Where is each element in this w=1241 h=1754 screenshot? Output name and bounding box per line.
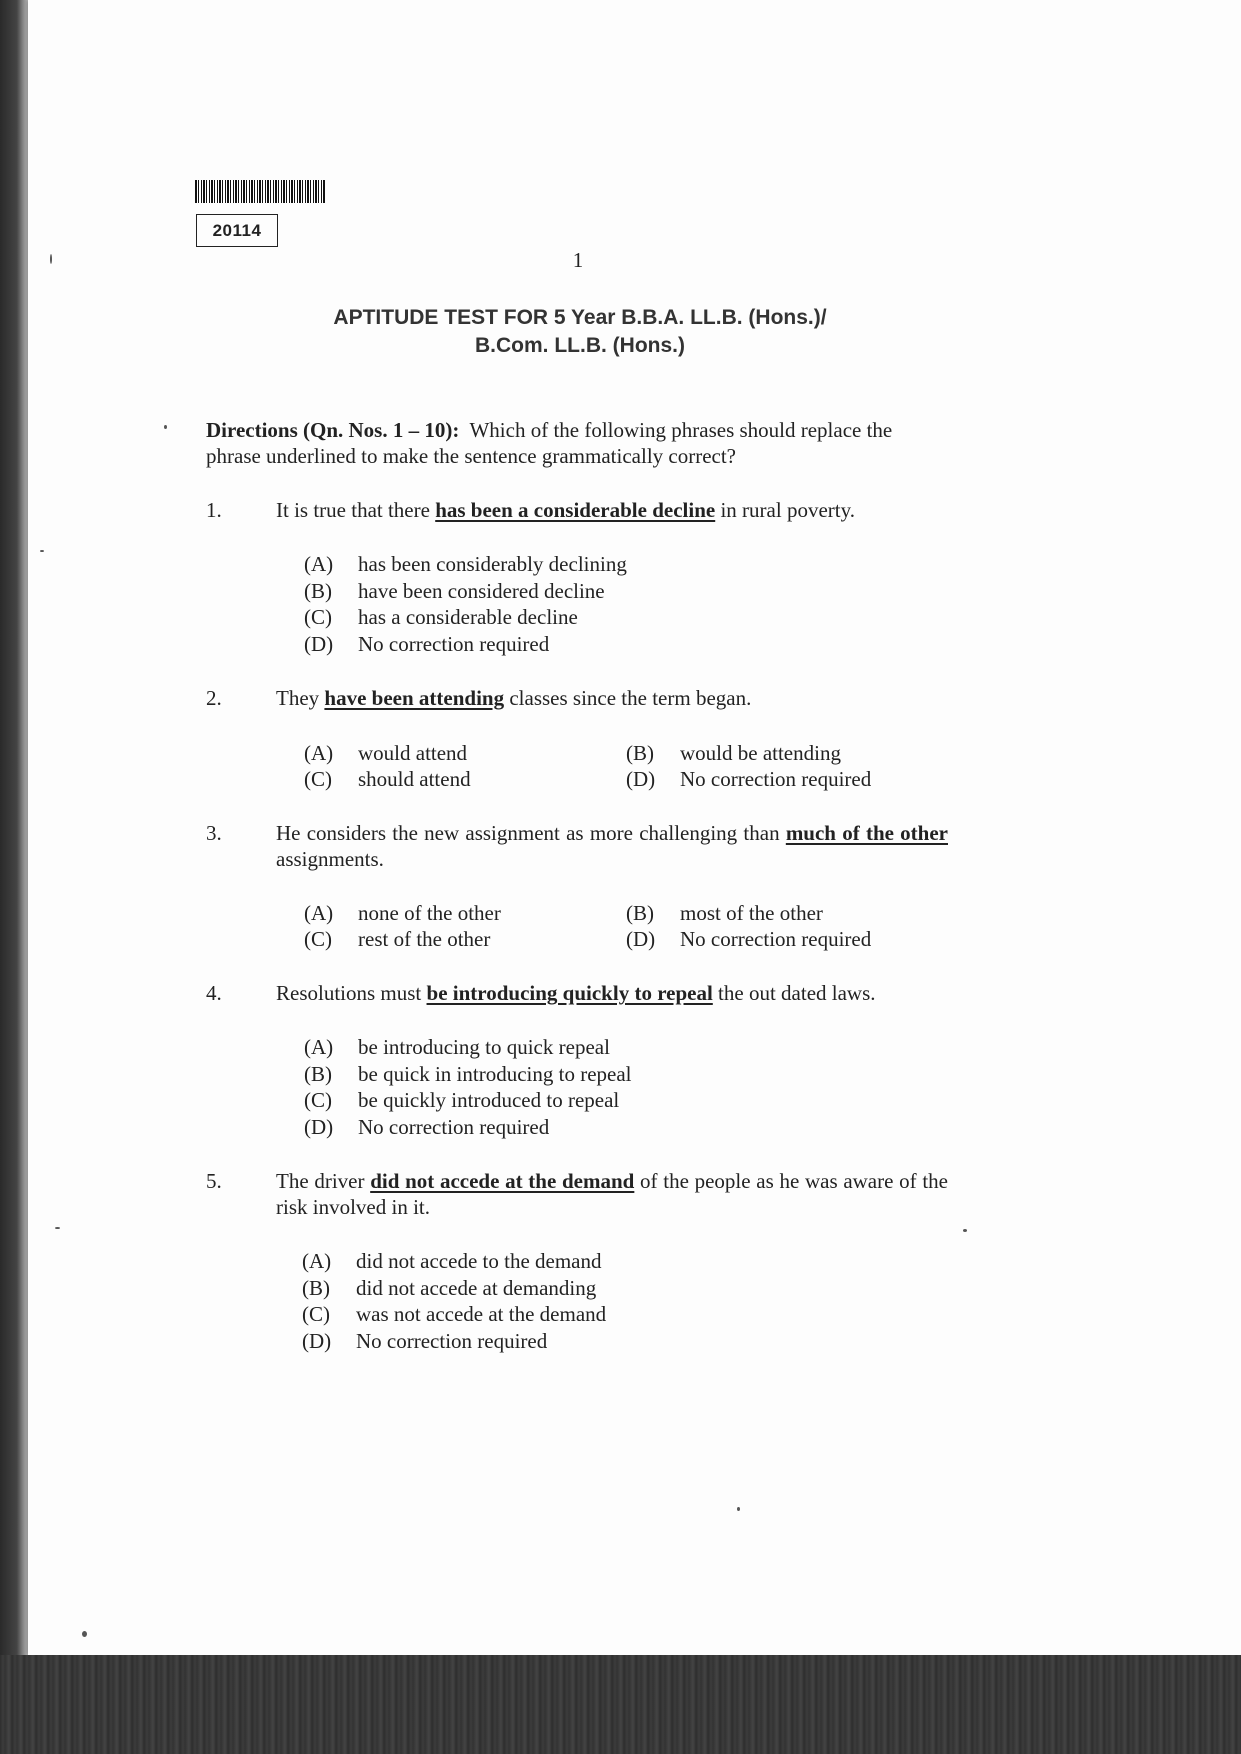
option-d[interactable] (626, 926, 871, 952)
underlined-phrase: has been a considerable decline (435, 498, 716, 522)
directions-label: Directions (Qn. Nos. 1 – 10): (206, 418, 460, 442)
underlined-phrase: much of the other (785, 821, 948, 845)
option-text: should attend (358, 767, 471, 791)
option-label: (A) (302, 1249, 332, 1273)
option-text: none of the other (358, 901, 501, 925)
option-d[interactable] (302, 1328, 547, 1354)
option-label: (D) (304, 1115, 334, 1139)
option-text: No correction required (358, 1115, 550, 1139)
option-label: (A) (304, 741, 334, 765)
option-text: have been considered decline (358, 579, 605, 603)
option-text: No correction required (358, 632, 550, 656)
option-c[interactable] (304, 766, 471, 792)
stem-text: Resolutions must (276, 981, 427, 1005)
option-label: (C) (304, 927, 332, 951)
scan-speck (55, 1227, 60, 1229)
scan-speck (40, 550, 44, 552)
scan-speck (963, 1229, 967, 1232)
stem-text: of the people as he was aware of the risk involved in it. (276, 1169, 948, 1219)
option-text: be quickly introduced to repeal (358, 1088, 620, 1112)
scan-left-edge (0, 0, 28, 1655)
option-text: has a considerable decline (358, 605, 578, 629)
option-a[interactable] (304, 740, 467, 766)
question-number: 3. (206, 821, 222, 845)
option-text: be quick in introducing to repeal (358, 1062, 632, 1086)
stem-text: assignments. (276, 847, 384, 871)
page-title (250, 304, 910, 360)
scan-speck (50, 254, 52, 264)
option-d[interactable] (626, 766, 871, 792)
option-c[interactable] (302, 1301, 606, 1327)
stem-text: He considers the new assignment as more challenging than (276, 821, 786, 845)
option-c[interactable] (304, 1087, 619, 1113)
question-stem (276, 1168, 948, 1220)
option-text: would attend (358, 741, 468, 765)
option-label: (C) (304, 1088, 332, 1112)
option-text: most of the other (680, 901, 823, 925)
option-label: (D) (626, 767, 656, 791)
option-label: (B) (302, 1276, 330, 1300)
title-line-1: APTITUDE TEST FOR 5 Year B.B.A. LL.B. (Hons.)/ (333, 306, 827, 329)
stem-text: The driver (276, 1169, 371, 1193)
question-stem (276, 497, 948, 523)
scan-bottom-edge (0, 1655, 1241, 1754)
question-stem (276, 980, 948, 1006)
option-label: (C) (302, 1302, 330, 1326)
option-label: (B) (304, 579, 332, 603)
option-label: (A) (304, 1035, 334, 1059)
title-line-2: B.Com. LL.B. (Hons.) (475, 334, 685, 357)
question-number: 1. (206, 498, 222, 522)
option-b[interactable] (626, 740, 841, 766)
option-c[interactable] (304, 926, 490, 952)
option-a[interactable] (302, 1248, 602, 1274)
option-label: (B) (304, 1062, 332, 1086)
question-stem (276, 685, 948, 711)
option-b[interactable] (626, 900, 823, 926)
option-b[interactable] (304, 578, 605, 604)
option-text: be introducing to quick repeal (358, 1035, 610, 1059)
option-text: No correction required (680, 767, 872, 791)
option-a[interactable] (304, 551, 627, 577)
option-label: (D) (302, 1329, 332, 1353)
option-label: (C) (304, 605, 332, 629)
underlined-phrase: be introducing quickly to repeal (426, 981, 713, 1005)
scan-speck (164, 425, 167, 429)
option-label: (A) (304, 901, 334, 925)
option-a[interactable] (304, 1034, 610, 1060)
question-stem (276, 820, 948, 872)
directions-text: Which of the following phrases should replace the phrase underlined to make the sentence grammatically correct? (206, 418, 893, 468)
underlined-phrase: did not accede at the demand (370, 1169, 635, 1193)
option-b[interactable] (302, 1275, 596, 1301)
stem-text: the out dated laws. (712, 981, 876, 1005)
option-text: did not accede at demanding (356, 1276, 597, 1300)
option-c[interactable] (304, 604, 578, 630)
option-text: has been considerably declining (358, 552, 627, 576)
option-label: (A) (304, 552, 334, 576)
option-text: No correction required (356, 1329, 548, 1353)
option-text: No correction required (680, 927, 872, 951)
directions (206, 417, 948, 469)
stem-text: in rural poverty. (715, 498, 855, 522)
option-label: (D) (304, 632, 334, 656)
stem-text: They (276, 686, 325, 710)
question-number: 5. (206, 1169, 222, 1193)
option-label: (D) (626, 927, 656, 951)
option-label: (C) (304, 767, 332, 791)
option-b[interactable] (304, 1061, 632, 1087)
option-a[interactable] (304, 900, 501, 926)
option-label: (B) (626, 741, 654, 765)
exam-code-box: 20114 (196, 214, 278, 247)
option-text: would be attending (680, 741, 841, 765)
option-text: rest of the other (358, 927, 491, 951)
stem-text: It is true that there (276, 498, 436, 522)
option-text: was not accede at the demand (356, 1302, 607, 1326)
option-d[interactable] (304, 1114, 549, 1140)
scan-speck (737, 1507, 740, 1511)
scan-speck (82, 1631, 87, 1637)
barcode (195, 180, 325, 203)
question-number: 4. (206, 981, 222, 1005)
question-number: 2. (206, 686, 222, 710)
option-label: (B) (626, 901, 654, 925)
stem-text: classes since the term began. (504, 686, 752, 710)
underlined-phrase: have been attending (324, 686, 505, 710)
option-text: did not accede to the demand (356, 1249, 602, 1273)
option-d[interactable] (304, 631, 549, 657)
page-number: 1 (572, 248, 584, 272)
